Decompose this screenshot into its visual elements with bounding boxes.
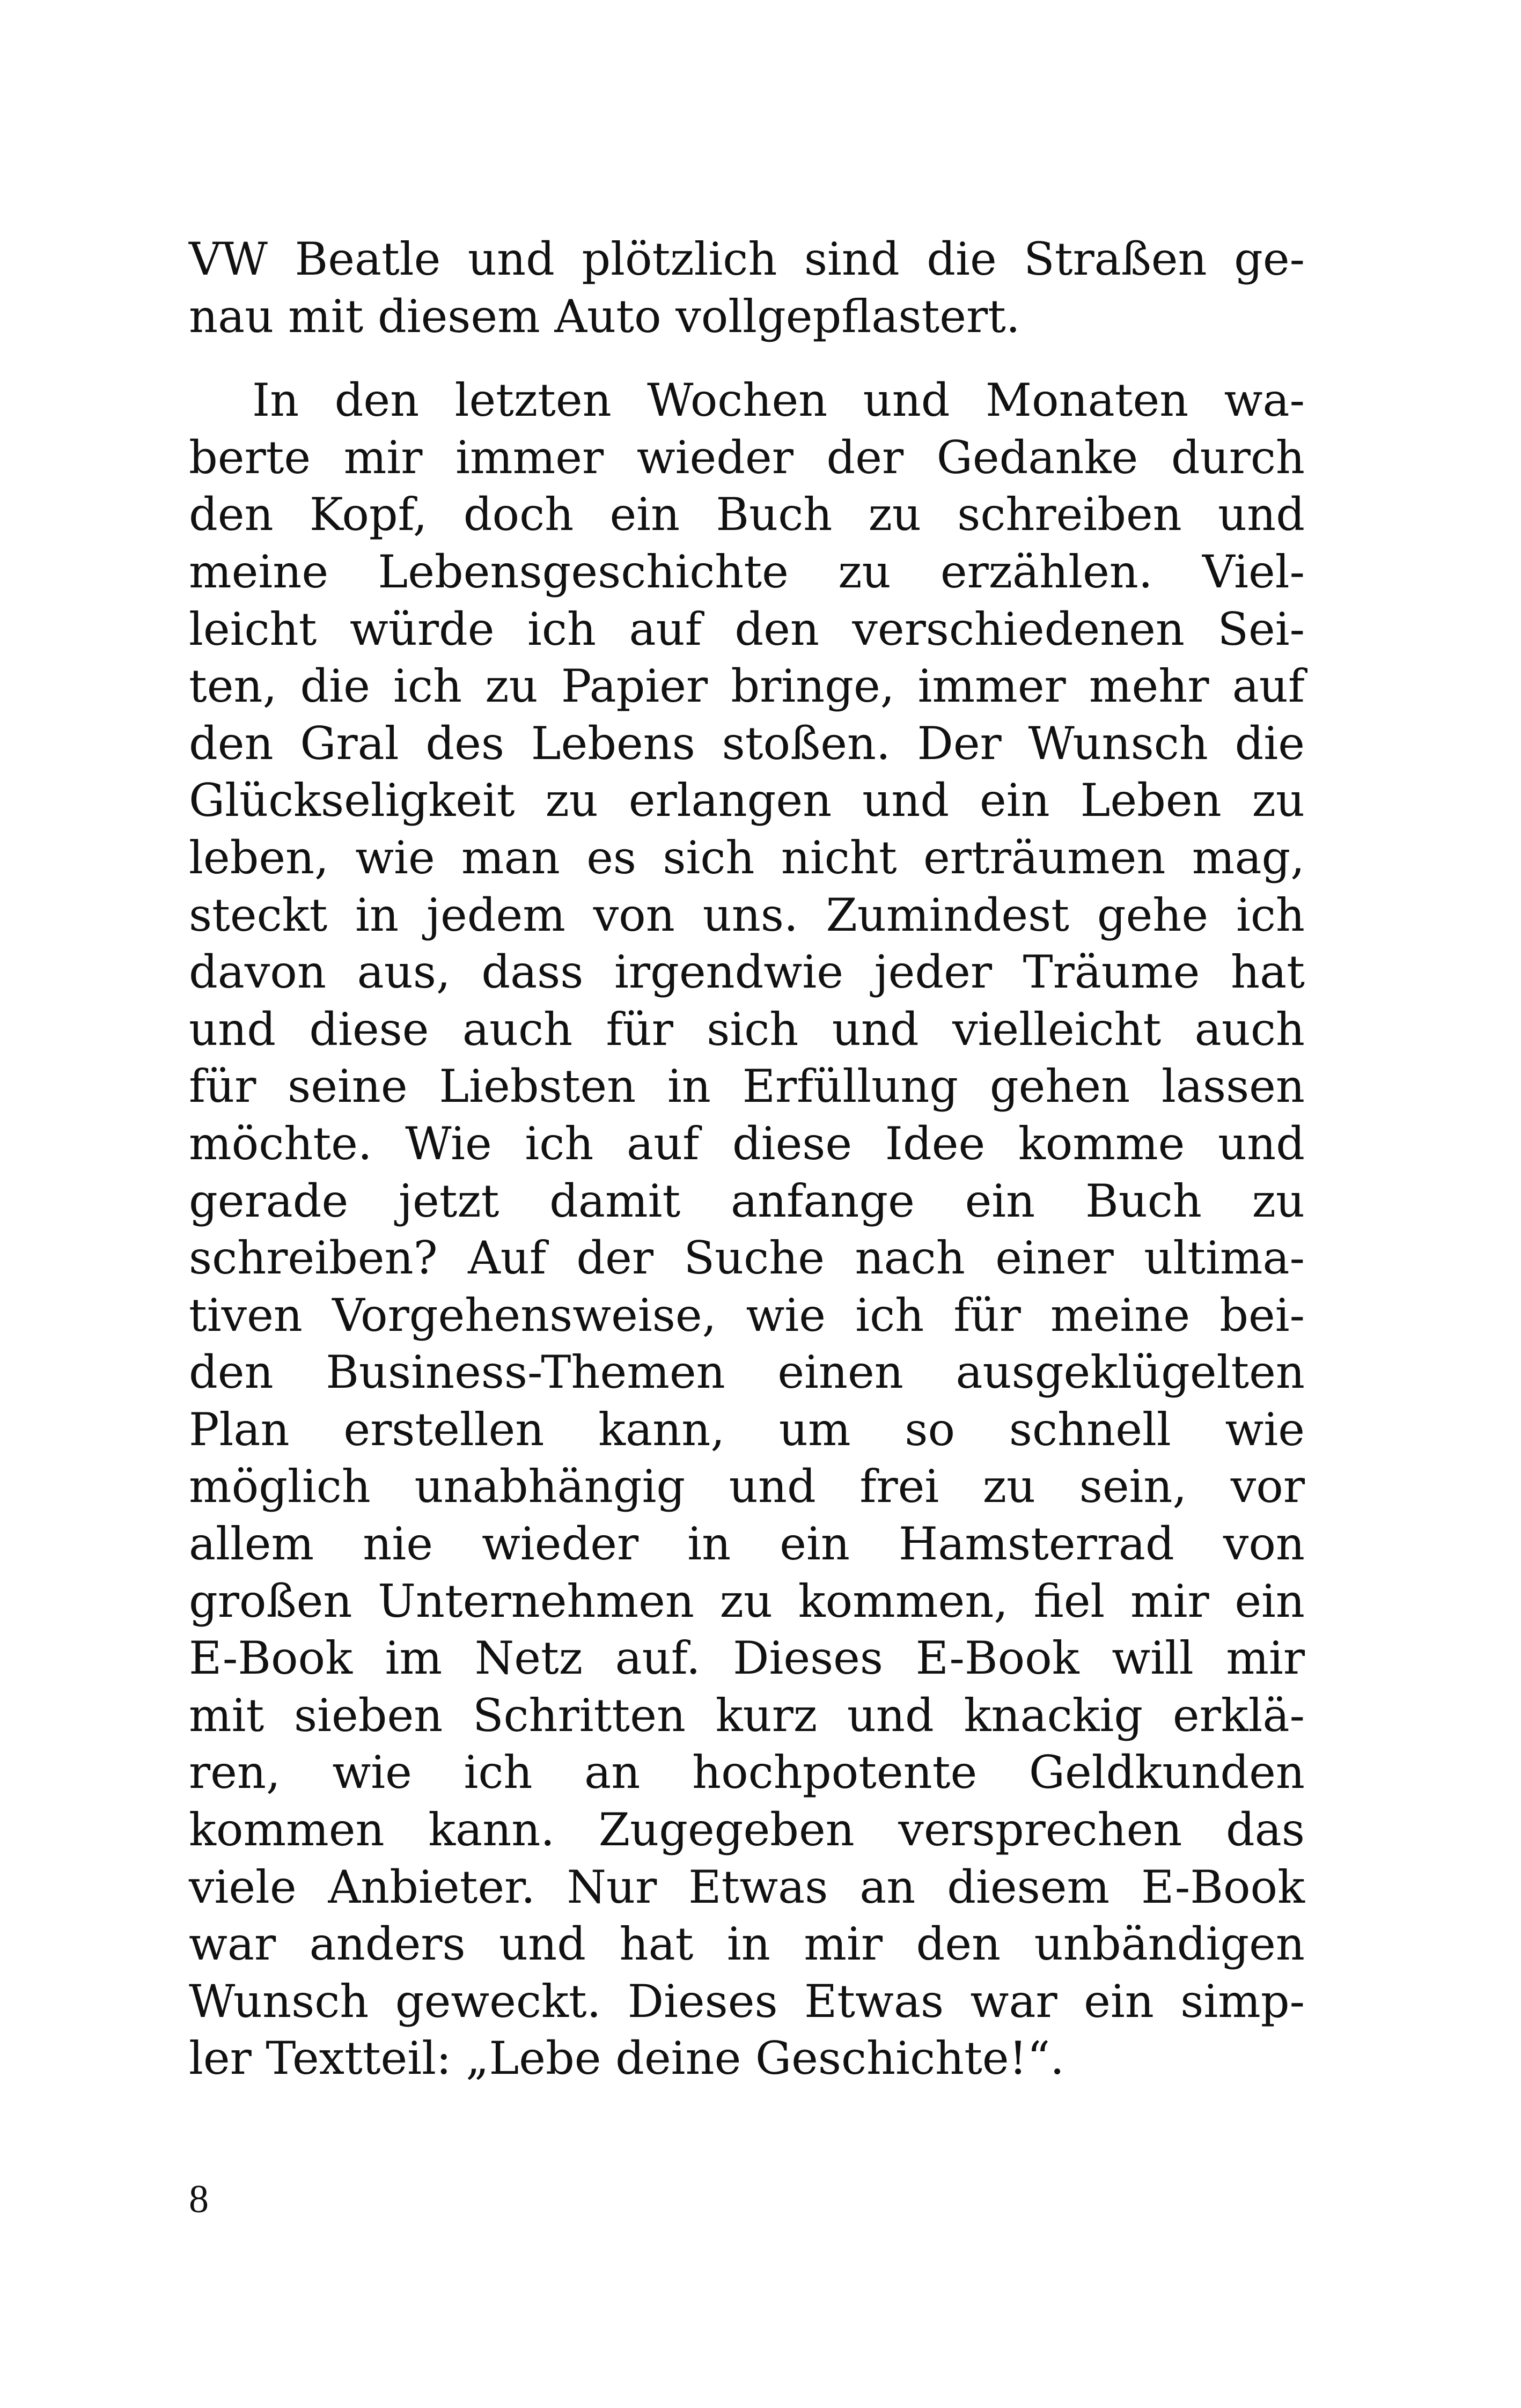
text-line: Glückseligkeit zu erlangen und ein Leben zu (189, 774, 1305, 827)
text-line: tiven Vorgehensweise, wie ich für meine bei- (189, 1288, 1305, 1342)
text-line: Wunsch geweckt. Dieses Etwas war ein simp- (189, 1975, 1305, 2028)
text-line: möchte. Wie ich auf diese Idee komme und (189, 1117, 1305, 1170)
text-line: für seine Liebsten in Erfüllung gehen lassen (189, 1060, 1305, 1113)
text-line: möglich unabhängig und frei zu sein, vor (189, 1460, 1305, 1513)
text-line: den Gral des Lebens stoßen. Der Wunsch die (189, 717, 1305, 770)
paragraph-1 (189, 231, 1305, 345)
text-line: ten, die ich zu Papier bringe, immer mehr auf (189, 660, 1305, 713)
text-line: steckt in jedem von uns. Zumindest gehe ich (189, 888, 1305, 941)
paragraph-2 (189, 372, 1305, 2087)
text-line: war anders und hat in mir den unbändigen (189, 1918, 1305, 1971)
text-line: und diese auch für sich und vielleicht auch (189, 1003, 1305, 1056)
text-line: ler Textteil: „Lebe deine Geschichte!“. (189, 2032, 1064, 2085)
text-line: allem nie wieder in ein Hamsterrad von (189, 1518, 1305, 1571)
text-line: meine Lebensgeschichte zu erzählen. Viel- (189, 545, 1305, 598)
text-line: großen Unternehmen zu kommen, fiel mir ein (189, 1574, 1305, 1628)
text-line: gerade jetzt damit anfange ein Buch zu (189, 1174, 1305, 1227)
text-line: nau mit diesem Auto vollgepflastert. (189, 290, 1020, 343)
text-line: den Business-Themen einen ausgeklügelten (189, 1346, 1305, 1399)
text-line: schreiben? Auf der Suche nach einer ultima- (189, 1232, 1305, 1285)
text-line: In den letzten Wochen und Monaten wa- (252, 374, 1305, 427)
text-line: mit sieben Schritten kurz und knackig erklä- (189, 1689, 1305, 1742)
text-line: berte mir immer wieder der Gedanke durch (189, 431, 1305, 484)
page-number: 8 (189, 2177, 209, 2221)
body-text (189, 231, 1305, 2087)
text-line: den Kopf, doch ein Buch zu schreiben und (189, 488, 1305, 541)
text-line: Plan erstellen kann, um so schnell wie (189, 1403, 1305, 1456)
text-line: kommen kann. Zugegeben versprechen das (189, 1803, 1305, 1857)
text-line: leben, wie man es sich nicht erträumen mag, (189, 831, 1305, 884)
text-line: leicht würde ich auf den verschiedenen Sei- (189, 602, 1305, 656)
text-line: davon aus, dass irgendwie jeder Träume hat (189, 946, 1305, 999)
text-line: viele Anbieter. Nur Etwas an diesem E-Book (189, 1860, 1305, 1913)
text-line: ren, wie ich an hochpotente Geldkunden (189, 1746, 1305, 1799)
text-line: VW Beatle und plötzlich sind die Straßen ge- (189, 233, 1305, 285)
text-line: E-Book im Netz auf. Dieses E-Book will mir (189, 1632, 1305, 1685)
paragraph-spacing (189, 345, 1305, 372)
